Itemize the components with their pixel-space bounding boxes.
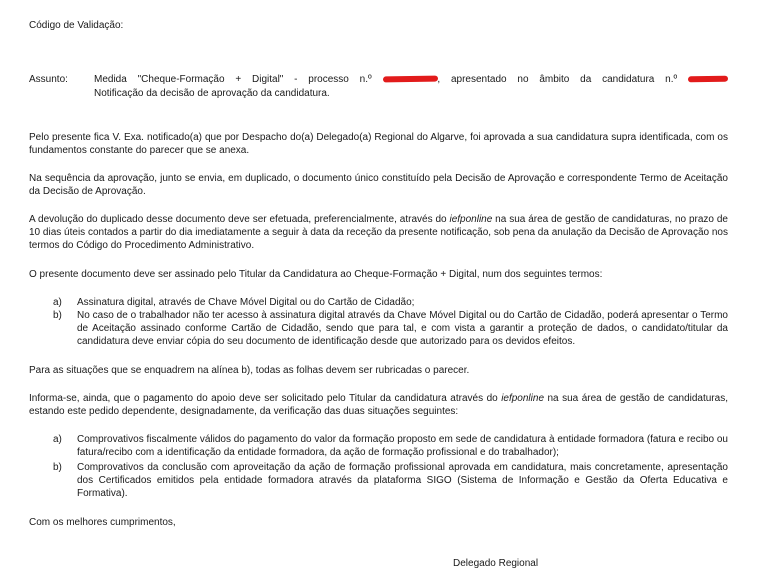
iefponline-link-text: iefponline bbox=[501, 393, 544, 404]
iefponline-link-text: iefponline bbox=[449, 214, 493, 225]
p6-post: na sua área de gestão de candidaturas, estando este pedido dependente, designadamente, da verificação das duas situações seguintes: bbox=[29, 393, 728, 417]
list-marker: a) bbox=[53, 434, 62, 445]
paragraph-payment bbox=[29, 392, 728, 418]
paragraph-notification: Pelo presente fica V. Exa. notificado(a) que por Despacho do(a) Delegado(a) Regional do Algarve, foi aprovada a sua candidatura supra identificada, com os fundamentos constante do parecer que se anexa. bbox=[29, 132, 728, 156]
list-text: Comprovativos fiscalmente válidos do pagamento do valor da formação proposto em sede de candidatura à entidade formadora (fatura e recibo ou fatura/recibo com a identificação da entidade formadora, da ação de formação profissional e do trabalhador); bbox=[77, 434, 728, 458]
closing-greeting: Com os melhores cumprimentos, bbox=[29, 517, 176, 528]
p3-post: na sua área de gestão de candidaturas, no prazo de 10 dias úteis contados a partir do dia imediatamente a seguir à data da receção da presente notificação, sob pena da anulação da Decisão de Aprovação nos termos do Código do Procedimento Administrativo. bbox=[29, 214, 728, 251]
p6-pre: Informa-se, ainda, que o pagamento do apoio deve ser solicitado pelo Titular da candidatura através do bbox=[29, 393, 502, 404]
list-text: Assinatura digital, através de Chave Móvel Digital ou do Cartão de Cidadão; bbox=[77, 297, 415, 308]
paragraph-return bbox=[29, 213, 728, 252]
paragraph-duplicate: Na sequência da aprovação, junto se envia, em duplicado, o documento único constituído pela Decisão de Aprovação e correspondente Termo de Aceitação da Decisão de Aprovação. bbox=[29, 173, 728, 197]
list-marker: a) bbox=[53, 297, 62, 308]
validation-code-label: Código de Validação: bbox=[29, 20, 124, 31]
paragraph-initials: Para as situações que se enquadrem na alínea b), todas as folhas devem ser rubricadas o parecer. bbox=[29, 365, 470, 376]
signature-title: Delegado Regional bbox=[453, 558, 539, 569]
list-text: No caso de o trabalhador não ter acesso à assinatura digital através da Chave Móvel Digital ou do Cartão de Cidadão, poderá apresentar o Termo de Aceitação assinado conforme Cartão de Cidadão, sendo que para tal, e com vista a garantir a proteção de dados, o candidato/titular da candidatura deve enviar cópia do seu documento de identificação desde que autorizado para os devidos efeitos. bbox=[77, 310, 728, 347]
subject-line-1 bbox=[94, 73, 728, 86]
redacted-process-number bbox=[383, 73, 438, 86]
paragraph-signature-terms: O presente documento deve ser assinado pelo Titular da Candidatura ao Cheque-Formação + Digital, num dos seguintes termos: bbox=[29, 269, 603, 280]
subject-line1-pre: Medida "Cheque-Formação + Digital" - processo n.º bbox=[94, 74, 372, 85]
p3-pre: A devolução do duplicado desse documento deve ser efetuada, preferencialmente, através do bbox=[29, 214, 450, 225]
subject-line1-mid: , apresentado no âmbito da candidatura n.º bbox=[437, 74, 678, 85]
list-text: Comprovativos da conclusão com aproveitação da ação de formação profissional aprovada em candidatura, mais concretamente, apresentação dos Certificados emitidos pela entidade formadora através da plataforma SIGO (Sistema de Informação e Gestão da Oferta Educativa e Formativa). bbox=[77, 462, 728, 499]
list-marker: b) bbox=[53, 462, 62, 473]
subject-label: Assunto: bbox=[29, 74, 68, 85]
subject-line-2: Notificação da decisão de aprovação da candidatura. bbox=[94, 88, 330, 99]
redacted-application-number bbox=[688, 73, 728, 86]
list-marker: b) bbox=[53, 310, 62, 321]
